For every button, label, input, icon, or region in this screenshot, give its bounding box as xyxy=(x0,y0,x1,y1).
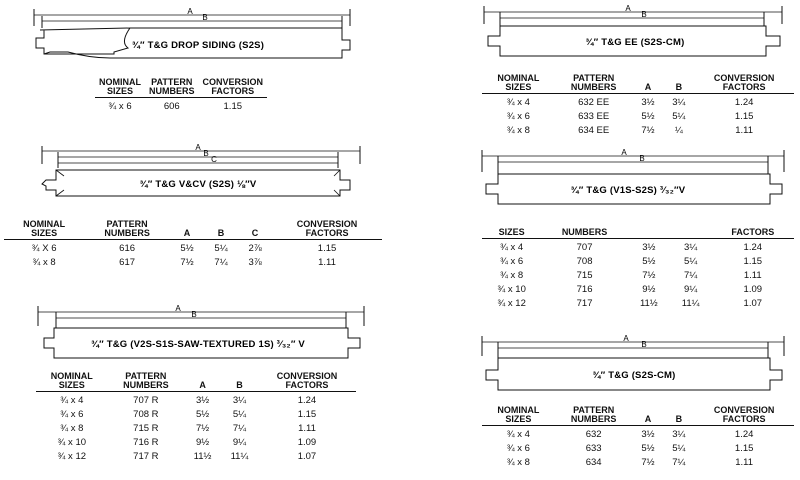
table-cell: 3¼ xyxy=(232,394,247,406)
column-header: PATTERN NUMBERS xyxy=(145,78,199,98)
column-header: A xyxy=(184,372,221,392)
table-cell: 9¼ xyxy=(232,436,247,448)
table-cell: 5½ xyxy=(641,110,655,122)
column-header: PATTERN NUMBERS xyxy=(108,372,185,392)
column-header: CONVERSION FACTORS xyxy=(258,372,356,392)
table-cell: 717 xyxy=(576,297,593,309)
table-cell: 5¼ xyxy=(672,110,686,122)
profile-title: ¾″ T&G (V2S-S1S-SAW-TEXTURED 1S) ³⁄₃₂″ V xyxy=(91,339,305,350)
column-header: B xyxy=(663,406,694,426)
column-header: CONVERSION FACTORS xyxy=(272,220,382,240)
column-header: PATTERN NUMBERS xyxy=(555,74,633,94)
column-header: SIZES xyxy=(482,228,541,239)
table-cell: 1.07 xyxy=(743,297,763,309)
column-header: A xyxy=(633,74,664,94)
table-cell: 5¼ xyxy=(232,408,247,420)
table-cell: ¾ x 6 xyxy=(60,408,84,420)
column-header xyxy=(670,228,712,239)
table-cell: ¾ x 6 xyxy=(499,255,524,267)
profile-drop-siding xyxy=(30,6,360,68)
column-header: NOMINAL SIZES xyxy=(36,372,108,392)
table-cell: ¾ x 12 xyxy=(497,297,526,309)
table-cell: 5¼ xyxy=(684,255,698,267)
table-cell: 717 R xyxy=(133,450,159,462)
table-cell: ¾ x 6 xyxy=(506,110,530,122)
table-row xyxy=(482,94,794,109)
table-cell: 11¼ xyxy=(681,297,700,309)
table-cell: ¼ xyxy=(674,124,683,136)
dim-a-label: A xyxy=(621,148,627,157)
table-cell: 606 xyxy=(163,100,180,112)
table-cell: 1.15 xyxy=(734,442,754,454)
column-header: FACTORS xyxy=(712,228,794,239)
table-cell: 1.11 xyxy=(318,256,336,268)
dim-b-label: B xyxy=(641,340,647,349)
table-cell: 7¼ xyxy=(684,269,698,281)
column-header: PATTERN NUMBERS xyxy=(84,220,170,240)
table-cell: 1.15 xyxy=(734,110,754,122)
column-header: NOMINAL SIZES xyxy=(4,220,84,240)
table-cell: 7¼ xyxy=(214,256,228,268)
table-header-row xyxy=(95,78,267,98)
table-row xyxy=(36,420,356,434)
table-cell: 1.15 xyxy=(317,242,337,254)
table-cell: ¾ x 6 xyxy=(506,442,530,454)
table-cell: 1.11 xyxy=(298,422,316,434)
table-cell: 1.15 xyxy=(743,255,763,267)
table-cell: 9½ xyxy=(642,283,656,295)
table-cell: 715 R xyxy=(133,422,159,434)
table-cell: 7¼ xyxy=(672,456,686,468)
table-row xyxy=(482,239,794,254)
table-row xyxy=(4,240,382,255)
table-row xyxy=(482,295,794,309)
table-cell: ¾ x 4 xyxy=(499,241,524,253)
table-cell: 5½ xyxy=(195,408,210,420)
table-cell: ¾ x 8 xyxy=(32,256,56,268)
table-cell: 1.24 xyxy=(743,241,763,253)
dim-a-label: A xyxy=(187,7,193,16)
table-cell: 11¼ xyxy=(230,450,249,462)
column-header: CONVERSION FACTORS xyxy=(694,74,794,94)
table-cell: 3¼ xyxy=(672,96,686,108)
table-row xyxy=(36,434,356,448)
dim-b-label: B xyxy=(191,310,197,319)
dim-a-label: A xyxy=(625,4,631,13)
column-header: PATTERN NUMBERS xyxy=(555,406,633,426)
table-cell: 11½ xyxy=(193,450,212,462)
table-row xyxy=(36,406,356,420)
table-cell: 5¼ xyxy=(214,242,228,254)
table-cell: 1.15 xyxy=(297,408,317,420)
table-cell: 3½ xyxy=(641,96,655,108)
profile-ee xyxy=(480,4,800,64)
profile-title: ¾″ T&G (V1S-S2S) ³⁄₃₂″V xyxy=(570,185,686,196)
table-cell: 7½ xyxy=(180,256,194,268)
table-cell: 1.11 xyxy=(743,269,762,281)
table-cell: 708 R xyxy=(133,408,159,420)
column-header: A xyxy=(633,406,664,426)
table-row xyxy=(482,122,794,136)
spec-table-v1s xyxy=(482,228,794,309)
table-cell: 632 xyxy=(585,428,602,440)
table-cell: 9¼ xyxy=(684,283,698,295)
dim-b-label: B xyxy=(202,13,208,22)
table-cell: ¾ x 12 xyxy=(57,450,87,462)
column-header: CONVERSION FACTORS xyxy=(199,78,268,98)
spec-table-v2s xyxy=(36,372,356,462)
table-cell: 1.11 xyxy=(735,456,754,468)
table-cell: 617 xyxy=(119,256,136,268)
table-cell: 633 EE xyxy=(578,110,610,122)
spec-table-cm xyxy=(482,406,794,468)
table-cell: ¾ x 10 xyxy=(497,283,526,295)
spec-table-drop-siding xyxy=(95,78,267,112)
table-cell: 715 xyxy=(576,269,593,281)
table-header-row xyxy=(4,220,382,240)
column-header: NOMINAL SIZES xyxy=(482,406,555,426)
table-cell: ¾ x 10 xyxy=(57,436,87,448)
table-cell: 1.11 xyxy=(735,124,754,136)
table-cell: 5½ xyxy=(180,242,194,254)
table-cell: 3½ xyxy=(195,394,210,406)
table-cell: 716 xyxy=(576,283,593,295)
table-cell: ¾ x 8 xyxy=(506,124,530,136)
table-cell: ¾ x 4 xyxy=(506,96,530,108)
table-cell: 3½ xyxy=(642,241,656,253)
table-cell: 5½ xyxy=(641,442,655,454)
table-cell: 1.15 xyxy=(223,100,243,112)
table-cell: 633 xyxy=(585,442,602,454)
table-cell: 634 EE xyxy=(578,124,610,136)
table-cell: 707 R xyxy=(133,394,159,406)
table-row xyxy=(36,448,356,462)
table-cell: 1.24 xyxy=(734,96,754,108)
table-cell: 1.09 xyxy=(297,436,317,448)
column-header: B xyxy=(204,220,238,240)
table-cell: 9½ xyxy=(195,436,210,448)
table-cell: ¾ x 4 xyxy=(506,428,530,440)
table-cell: 1.09 xyxy=(743,283,763,295)
table-row xyxy=(482,426,794,441)
profile-title: ¾″ T&G V&CV (S2S) ⅛″V xyxy=(139,179,257,190)
column-header: CONVERSION FACTORS xyxy=(694,406,794,426)
dim-c-label: C xyxy=(211,155,217,164)
table-row xyxy=(482,454,794,468)
profile-title: ¾″ T&G DROP SIDING (S2S) xyxy=(131,40,265,51)
table-cell: 3⅞ xyxy=(248,256,262,268)
column-header xyxy=(628,228,670,239)
profile-v2s xyxy=(34,306,374,366)
table-row xyxy=(482,253,794,267)
table-header-row xyxy=(482,228,794,239)
dim-a-label: A xyxy=(623,334,629,343)
table-cell: ¾ x 4 xyxy=(60,394,84,406)
table-cell: 7½ xyxy=(642,269,656,281)
table-cell: 1.24 xyxy=(734,428,754,440)
table-cell: 1.24 xyxy=(297,394,317,406)
table-row xyxy=(95,98,267,113)
table-cell: 634 xyxy=(585,456,602,468)
table-row xyxy=(482,281,794,295)
table-cell: 708 xyxy=(576,255,593,267)
column-header: NOMINAL SIZES xyxy=(95,78,145,98)
table-cell: 7½ xyxy=(195,422,210,434)
table-cell: 616 xyxy=(119,242,136,254)
profile-title: ¾″ T&G (S2S-CM) xyxy=(592,370,676,381)
dim-a-label: A xyxy=(175,304,181,313)
profile-v1s xyxy=(478,150,798,212)
column-header: B xyxy=(663,74,694,94)
column-header: A xyxy=(170,220,204,240)
table-cell: 7½ xyxy=(641,124,655,136)
spec-table-ee xyxy=(482,74,794,136)
dim-a-label: A xyxy=(195,143,201,152)
table-cell: 7¼ xyxy=(232,422,247,434)
table-cell: 3¼ xyxy=(672,428,686,440)
table-cell: 707 xyxy=(576,241,593,253)
table-cell: 3½ xyxy=(641,428,655,440)
table-row xyxy=(482,108,794,122)
profile-vcv xyxy=(38,143,378,204)
dim-b-label: B xyxy=(641,10,647,19)
dim-b-label: B xyxy=(203,149,209,158)
table-row xyxy=(4,254,382,268)
table-cell: ¾ x 6 xyxy=(108,100,132,112)
table-row xyxy=(36,392,356,407)
table-cell: 5¼ xyxy=(672,442,686,454)
column-header: NUMBERS xyxy=(541,228,628,239)
profile-cm xyxy=(478,336,798,398)
spec-table-vcv xyxy=(4,220,382,268)
table-row xyxy=(482,440,794,454)
table-cell: ¾ X 6 xyxy=(31,242,57,254)
table-cell: 3¼ xyxy=(684,241,698,253)
table-header-row xyxy=(482,406,794,426)
column-header: C xyxy=(238,220,272,240)
table-header-row xyxy=(482,74,794,94)
table-cell: 7½ xyxy=(641,456,655,468)
column-header: NOMINAL SIZES xyxy=(482,74,555,94)
dim-b-label: B xyxy=(639,154,645,163)
profile-title: ¾″ T&G EE (S2S-CM) xyxy=(585,37,685,48)
table-row xyxy=(482,267,794,281)
table-cell: ¾ x 8 xyxy=(506,456,530,468)
table-cell: 716 R xyxy=(133,436,159,448)
table-cell: 11½ xyxy=(639,297,658,309)
table-cell: 5½ xyxy=(642,255,656,267)
table-cell: 632 EE xyxy=(578,96,610,108)
table-cell: ¾ x 8 xyxy=(499,269,524,281)
table-cell: ¾ x 8 xyxy=(60,422,84,434)
table-cell: 2⅞ xyxy=(248,242,262,254)
table-cell: 1.07 xyxy=(297,450,317,462)
table-header-row xyxy=(36,372,356,392)
column-header: B xyxy=(221,372,258,392)
